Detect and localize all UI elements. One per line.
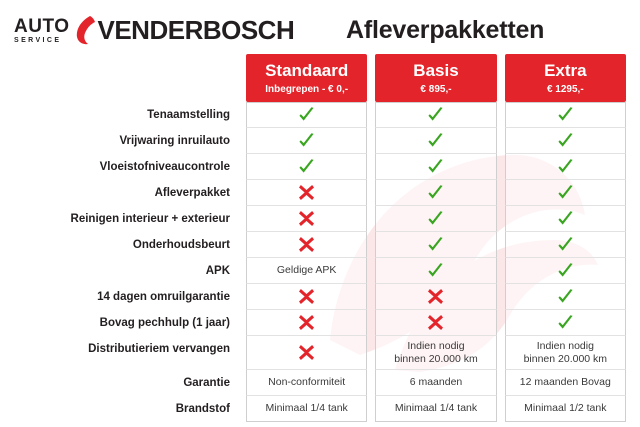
- row-label: APK: [205, 265, 230, 277]
- row-label: Afleverpakket: [154, 187, 230, 199]
- row-label: Vrijwaring inruilauto: [119, 135, 230, 147]
- logo-brand-text: VENDERBOSCH: [97, 14, 295, 45]
- check-icon: [427, 133, 444, 149]
- check-icon: [557, 107, 574, 123]
- table-cell: [505, 154, 626, 180]
- column-header-1: [246, 54, 367, 102]
- check-icon: [557, 185, 574, 201]
- check-icon: [557, 263, 574, 279]
- row-label: 14 dagen omruilgarantie: [97, 291, 230, 303]
- check-icon: [298, 107, 315, 123]
- package-comparison-table: [14, 54, 626, 422]
- row-label: Onderhoudsbeurt: [132, 239, 230, 251]
- row-label: Tenaamstelling: [147, 109, 230, 121]
- check-icon: [557, 315, 574, 331]
- logo: [14, 15, 294, 46]
- table-cell: [505, 370, 626, 396]
- table-cell: [505, 284, 626, 310]
- table-cell: [375, 310, 496, 336]
- table-cell: [375, 154, 496, 180]
- table-cell: [375, 180, 496, 206]
- table-cell: [246, 284, 367, 310]
- check-icon: [427, 107, 444, 123]
- table-cell: [505, 336, 626, 370]
- table-corner-spacer: [14, 54, 238, 102]
- page-header: [0, 0, 640, 54]
- table-cell: [246, 102, 367, 128]
- check-icon: [557, 237, 574, 253]
- table-cell: [505, 310, 626, 336]
- column-price: € 1295,-: [546, 84, 584, 95]
- cell-text: Minimaal 1/4 tank: [394, 402, 478, 415]
- row-label: Brandstof: [175, 403, 230, 415]
- table-cell: [246, 128, 367, 154]
- table-cell: [375, 284, 496, 310]
- cross-icon: [428, 315, 443, 330]
- cross-icon: [428, 289, 443, 304]
- table-cell: [505, 396, 626, 422]
- cell-text: 6 maanden: [409, 376, 463, 389]
- cell-text: Indien nodig binnen 20.000 km: [523, 340, 608, 365]
- check-icon: [557, 211, 574, 227]
- page-title: Afleverpakketten: [345, 15, 545, 44]
- table-cell: [375, 396, 496, 422]
- column-header-3: [505, 54, 626, 102]
- table-cell: [246, 232, 367, 258]
- row-label: Bovag pechhulp (1 jaar): [99, 317, 230, 329]
- check-icon: [427, 159, 444, 175]
- column-name: Basis: [413, 61, 459, 80]
- check-icon: [298, 159, 315, 175]
- check-icon: [557, 159, 574, 175]
- row-label: Vloeistofniveaucontrole: [99, 161, 230, 173]
- cross-icon: [299, 289, 314, 304]
- logo-auto-service: [14, 17, 69, 44]
- check-icon: [557, 289, 574, 305]
- check-icon: [557, 133, 574, 149]
- check-icon: [427, 237, 444, 253]
- column-price: € 895,-: [420, 84, 452, 95]
- table-cell: [375, 206, 496, 232]
- table-cell: [246, 154, 367, 180]
- table-cell: [246, 336, 367, 370]
- column-name: Extra: [544, 61, 587, 80]
- column-header-2: [375, 54, 496, 102]
- row-label: Reinigen interieur + exterieur: [70, 213, 230, 225]
- cross-icon: [299, 185, 314, 200]
- table-cell: [246, 396, 367, 422]
- check-icon: [427, 211, 444, 227]
- swoosh-icon: [74, 15, 96, 45]
- logo-service-text: SERVICE: [14, 36, 62, 44]
- table-cell: [505, 180, 626, 206]
- table-cell: [375, 102, 496, 128]
- table-cell: [375, 370, 496, 396]
- cross-icon: [299, 237, 314, 252]
- column-name: Standaard: [265, 61, 349, 80]
- cell-text: Non-conformiteit: [268, 376, 346, 389]
- table-cell: [246, 370, 367, 396]
- table-cell: [375, 336, 496, 370]
- table-cell: [505, 232, 626, 258]
- column-price: Inbegrepen - € 0,-: [265, 84, 349, 95]
- table-cell: [246, 206, 367, 232]
- table-cell: [246, 258, 367, 284]
- table-cell: [246, 180, 367, 206]
- cell-text: Minimaal 1/2 tank: [524, 402, 607, 415]
- cell-text: Minimaal 1/4 tank: [265, 402, 348, 415]
- cross-icon: [299, 315, 314, 330]
- logo-auto-text: AUTO: [14, 15, 70, 37]
- cell-text: 12 maanden Bovag: [519, 376, 611, 389]
- check-icon: [427, 263, 444, 279]
- table-cell: [375, 258, 496, 284]
- table-cell: [375, 128, 496, 154]
- cell-text: Geldige APK: [276, 264, 337, 277]
- table-cell: [505, 102, 626, 128]
- table-cell: [505, 206, 626, 232]
- cross-icon: [299, 211, 314, 226]
- row-label: Distributieriem vervangen: [88, 343, 230, 355]
- check-icon: [427, 185, 444, 201]
- table-cell: [246, 310, 367, 336]
- row-label: Garantie: [183, 377, 230, 389]
- cross-icon: [299, 345, 314, 360]
- table-cell: [505, 258, 626, 284]
- check-icon: [298, 133, 315, 149]
- table-cell: [505, 128, 626, 154]
- table-cell: [375, 232, 496, 258]
- cell-text: Indien nodig binnen 20.000 km: [394, 340, 478, 365]
